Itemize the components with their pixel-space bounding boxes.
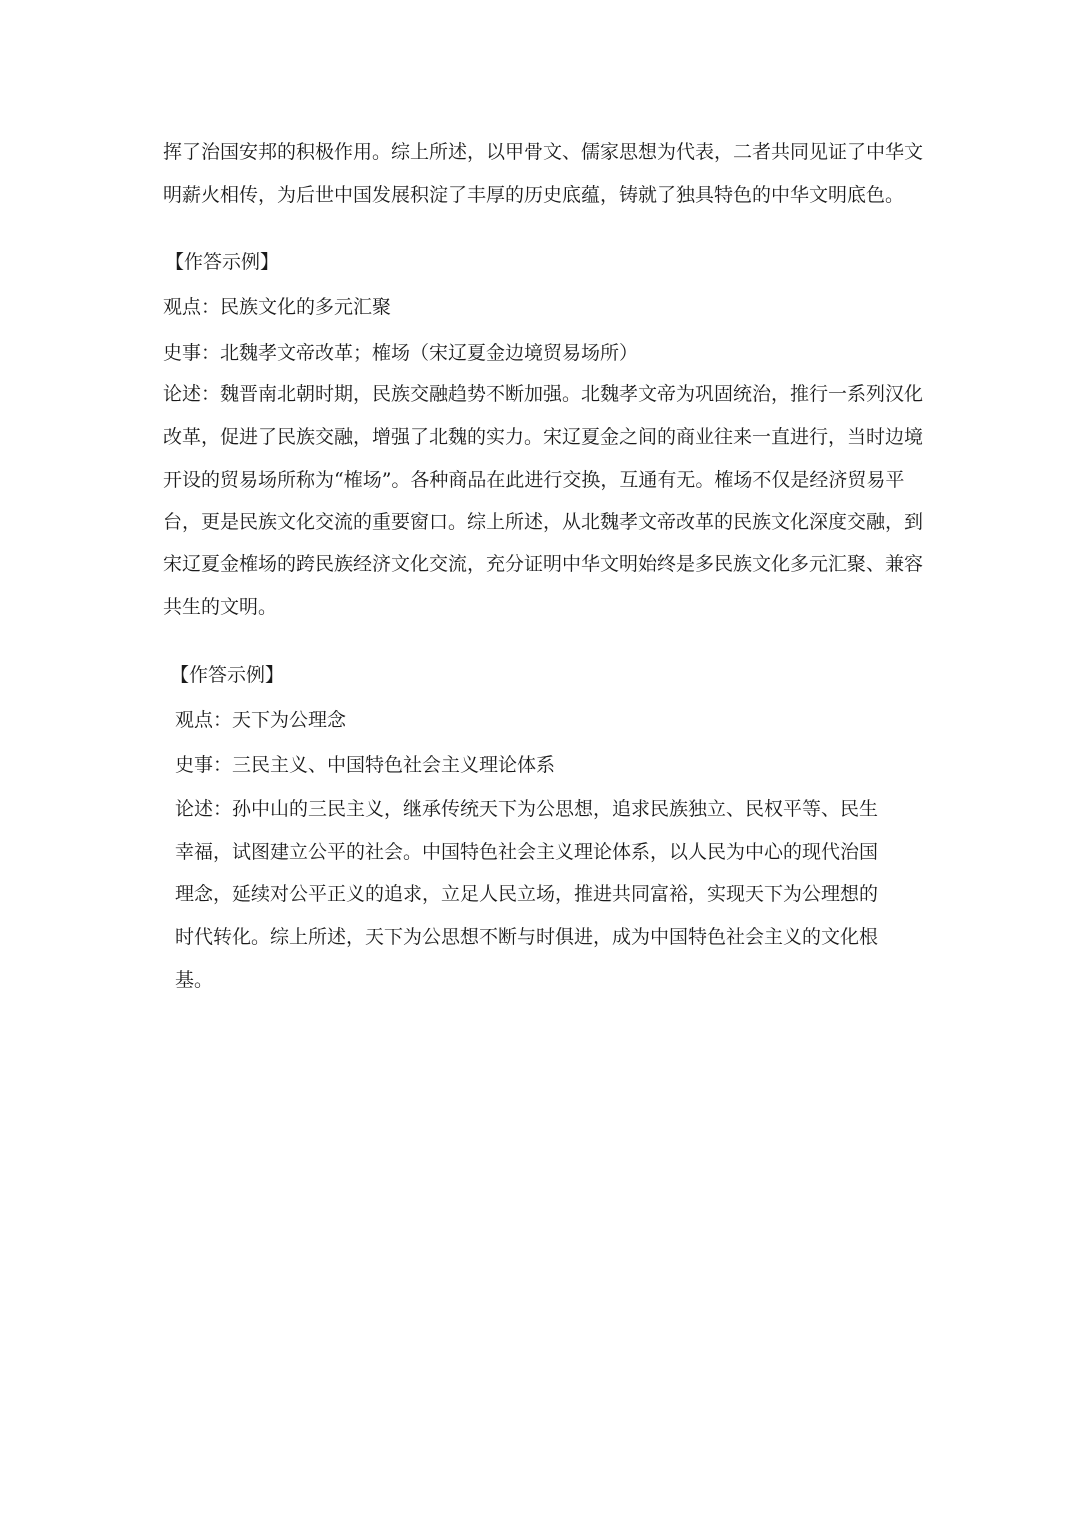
facts-line: 史事：三民主义、中国特色社会主义理论体系 [175,754,556,776]
argument-line: 改革，促进了民族交融，增强了北魏的实力。宋辽夏金之间的商业往来一直进行，当时边境 [163,426,924,448]
section-heading: 【作答示例】 [165,251,280,273]
viewpoint-line: 观点：天下为公理念 [175,709,347,731]
argument-line: 论述：魏晋南北朝时期，民族交融趋势不断加强。北魏孝文帝为巩固统治，推行一系列汉化 [163,383,924,405]
intro-line: 挥了治国安邦的积极作用。综上所述，以甲骨文、儒家思想为代表，二者共同见证了中华文 [163,141,924,163]
argument-line: 时代转化。综上所述，天下为公思想不断与时俱进，成为中国特色社会主义的文化根 [175,926,879,948]
argument-line: 开设的贸易场所称为“榷场”。各种商品在此进行交换，互通有无。榷场不仅是经济贸易平 [163,469,905,491]
section-heading: 【作答示例】 [170,664,285,686]
viewpoint-line: 观点：民族文化的多元汇聚 [163,296,392,318]
argument-line: 幸福，试图建立公平的社会。中国特色社会主义理论体系，以人民为中心的现代治国 [175,841,879,863]
argument-line: 宋辽夏金榷场的跨民族经济文化交流，充分证明中华文明始终是多民族文化多元汇聚、兼容 [163,553,924,575]
intro-line: 明薪火相传，为后世中国发展积淀了丰厚的历史底蕴，铸就了独具特色的中华文明底色。 [163,184,905,206]
argument-line: 论述：孙中山的三民主义，继承传统天下为公思想，追求民族独立、民权平等、民生 [175,798,879,820]
argument-line: 共生的文明。 [163,596,278,618]
argument-line: 基。 [175,969,214,991]
argument-line: 台，更是民族文化交流的重要窗口。综上所述，从北魏孝文帝改革的民族文化深度交融，到 [163,511,924,533]
argument-line: 理念，延续对公平正义的追求，立足人民立场，推进共同富裕，实现天下为公理想的 [175,883,879,905]
facts-line: 史事：北魏孝文帝改革；榷场（宋辽夏金边境贸易场所） [163,342,639,364]
